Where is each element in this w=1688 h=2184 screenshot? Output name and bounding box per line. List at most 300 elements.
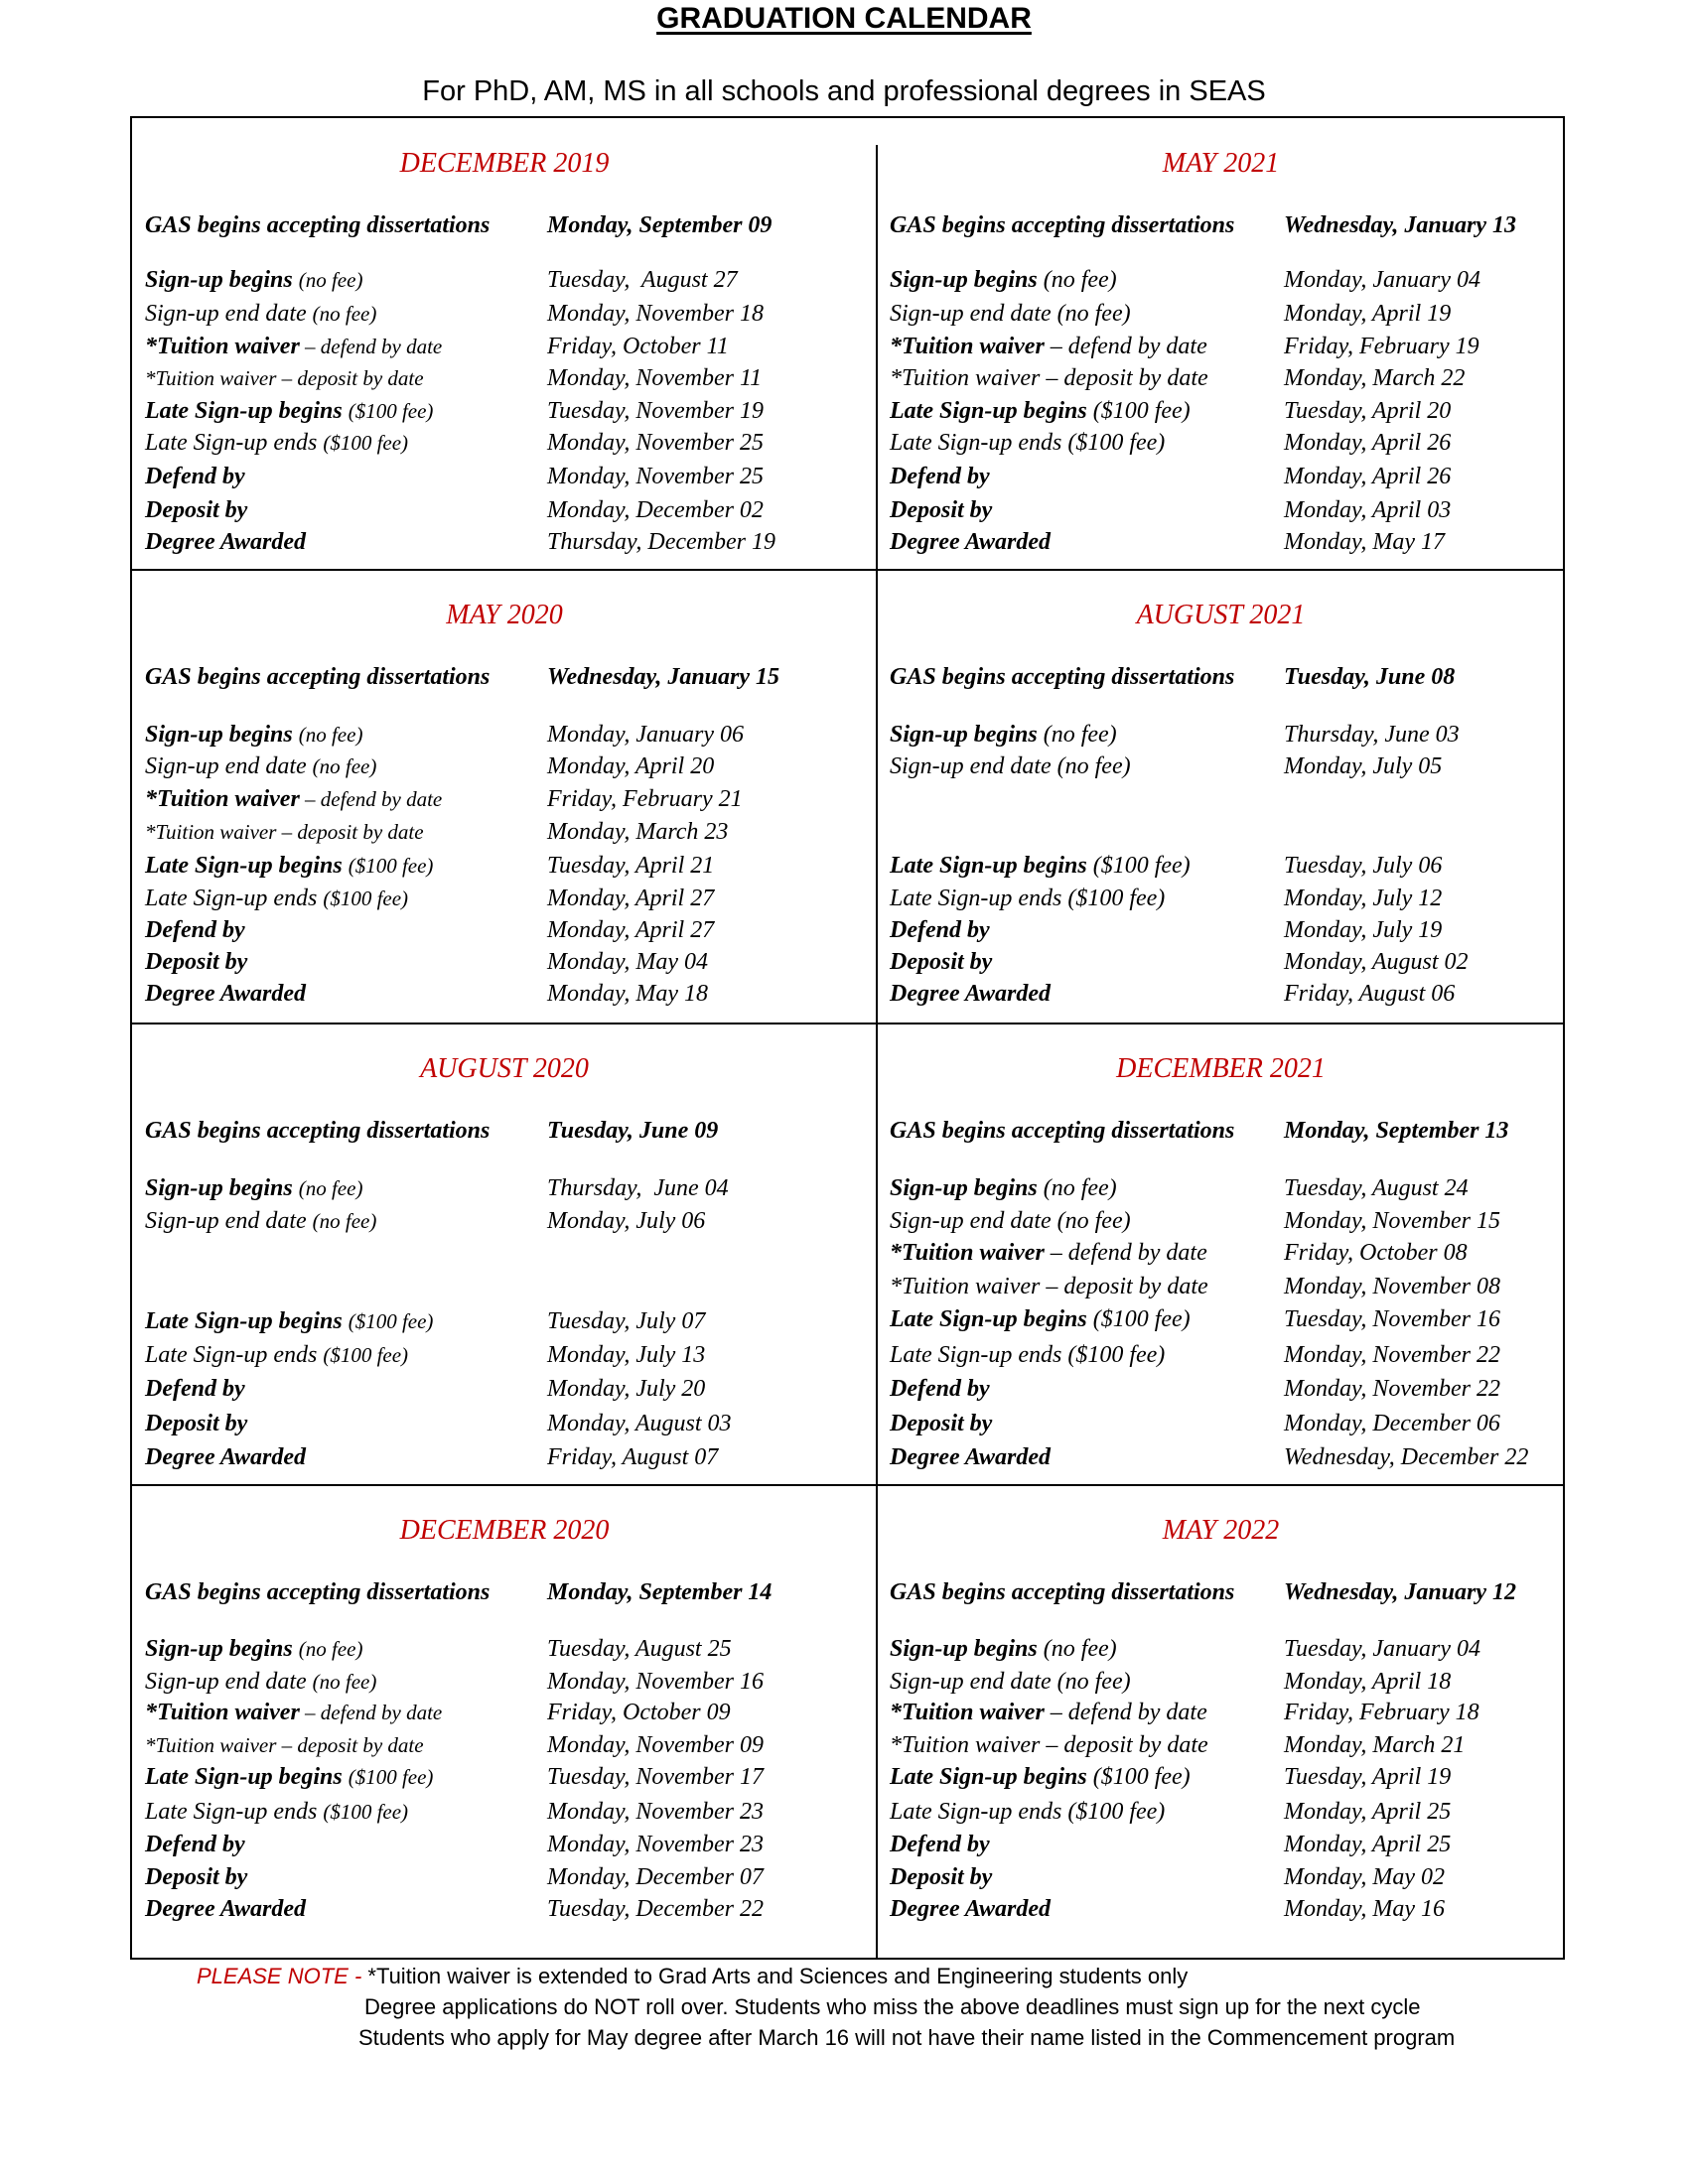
note-line-2: Degree applications do NOT roll over. Students who miss the above deadlines must sign up for the next cycle <box>364 1994 1421 2019</box>
label-strong: Defend by <box>145 1832 245 1857</box>
deadline-row <box>877 1376 1565 1406</box>
please-note-label: PLEASE NOTE - <box>197 1964 368 1988</box>
deadline-row <box>132 334 877 363</box>
label-fee: ($100 fee) <box>1067 886 1166 911</box>
deadline-label <box>145 1411 247 1437</box>
label-fee: ($100 fee) <box>348 1309 434 1333</box>
label-strong: *Tuition waiver <box>890 1240 1045 1266</box>
calendar-panel <box>877 1024 1565 1475</box>
deadline-date: Monday, July 06 <box>547 1208 706 1234</box>
deadline-label <box>890 1700 1207 1726</box>
deadline-label <box>890 334 1207 360</box>
deadline-row <box>132 1799 877 1829</box>
gas-label: GAS begins accepting dissertations <box>890 664 1235 690</box>
gas-date: Wednesday, January 15 <box>547 664 779 690</box>
page-subtitle: For PhD, AM, MS in all schools and professional degrees in SEAS <box>422 75 1266 107</box>
label-strong: Degree Awarded <box>890 529 1051 555</box>
deadline-date: Monday, November 22 <box>1284 1376 1500 1402</box>
label-fee: (no fee) <box>298 1637 363 1661</box>
deadline-label <box>145 1376 245 1403</box>
label-fee: ($100 fee) <box>1092 398 1191 424</box>
label-strong: Defend by <box>890 917 990 943</box>
deadline-row <box>877 497 1565 527</box>
label-fee: ($100 fee) <box>1092 853 1191 879</box>
deadline-row <box>132 1896 877 1926</box>
deadline-label: Sign-up end date (no fee) <box>890 1669 1131 1695</box>
note-text-1: *Tuition waiver is extended to Grad Arts and Sciences and Engineering students only <box>367 1964 1189 1988</box>
deadline-label: Late Sign-up ends ($100 fee) <box>890 886 1166 911</box>
label-strong: Deposit by <box>145 949 248 975</box>
label-strong: Deposit by <box>890 497 993 523</box>
label-strong: Sign-up begins <box>145 267 293 293</box>
label-rest: *Tuition waiver – deposit by date <box>145 366 424 390</box>
gas-date: Monday, September 09 <box>547 212 773 238</box>
label-rest: – defend by date <box>299 787 443 811</box>
label-fee: (no fee) <box>1056 753 1131 779</box>
deadline-label <box>890 1411 992 1437</box>
deadline-row <box>877 365 1565 395</box>
calendar-grid <box>130 116 1565 1960</box>
label-fee: ($100 fee) <box>348 1765 434 1789</box>
deadline-row <box>132 430 877 460</box>
deadline-date: Monday, December 02 <box>547 497 764 523</box>
deadline-row <box>877 917 1565 947</box>
panel-title: DECEMBER 2020 <box>399 1515 610 1546</box>
deadline-row <box>877 1411 1565 1440</box>
deadline-label <box>890 398 1191 425</box>
deadline-label: Sign-up end date (no fee) <box>145 1669 377 1695</box>
deadline-row <box>877 1240 1565 1270</box>
deadline-row <box>132 981 877 1011</box>
footer-notes <box>0 1961 1688 2053</box>
calendar-panel <box>132 118 877 570</box>
deadline-label <box>890 365 1208 392</box>
label-strong: Sign-up begins <box>145 1175 293 1201</box>
deadline-date: Monday, November 25 <box>547 464 764 489</box>
deadline-date: Monday, November 16 <box>547 1669 764 1695</box>
label-fee: ($100 fee) <box>348 399 434 423</box>
label-strong: Degree Awarded <box>145 1896 306 1922</box>
gas-date: Tuesday, June 09 <box>547 1118 719 1144</box>
deadline-row <box>132 1764 877 1794</box>
deadline-row <box>132 1342 877 1372</box>
deadline-date: Monday, March 22 <box>1284 365 1466 391</box>
deadline-row <box>877 301 1565 331</box>
label-rest: – defend by date <box>299 1701 443 1724</box>
deadline-date: Monday, December 07 <box>547 1864 764 1890</box>
deadline-label <box>890 949 992 976</box>
deadline-row <box>877 464 1565 493</box>
deadline-row <box>877 753 1565 783</box>
deadline-row <box>877 1342 1565 1372</box>
deadline-date: Friday, October 08 <box>1284 1240 1468 1266</box>
deadline-row <box>877 1864 1565 1894</box>
deadline-label <box>890 1175 1117 1202</box>
deadline-label: Late Sign-up ends ($100 fee) <box>890 430 1166 456</box>
deadline-label <box>890 1376 990 1403</box>
label-strong: Sign-up begins <box>890 722 1038 748</box>
label-fee: (no fee) <box>1056 1208 1131 1234</box>
deadline-date: Monday, July 20 <box>547 1376 706 1402</box>
deadline-row <box>132 497 877 527</box>
deadline-row <box>877 267 1565 297</box>
deadline-date: Friday, August 07 <box>547 1444 719 1470</box>
deadline-row <box>132 1669 877 1699</box>
deadline-date: Friday, October 09 <box>547 1700 731 1725</box>
deadline-date: Friday, February 21 <box>547 786 743 812</box>
deadline-row <box>132 886 877 915</box>
deadline-date: Monday, January 04 <box>1284 267 1480 293</box>
label-fee: (no fee) <box>1043 267 1117 293</box>
label-strong: Degree Awarded <box>890 1896 1051 1922</box>
deadline-row <box>132 1175 877 1205</box>
deadline-label <box>145 529 306 556</box>
deadline-label <box>890 1444 1051 1471</box>
panel-title: AUGUST 2020 <box>420 1053 589 1084</box>
label-fee: (no fee) <box>298 723 363 747</box>
deadline-date: Tuesday, July 06 <box>1284 853 1443 879</box>
label-rest: – defend by date <box>1044 1700 1207 1725</box>
deadline-label: Late Sign-up ends ($100 fee) <box>145 430 409 456</box>
deadline-row <box>132 1732 877 1762</box>
deadline-date: Friday, October 11 <box>547 334 729 359</box>
label-strong: Late Sign-up begins <box>890 398 1087 424</box>
page-title: GRADUATION CALENDAR <box>656 2 1032 35</box>
deadline-date: Monday, November 09 <box>547 1732 764 1758</box>
label-strong: Late Sign-up begins <box>145 1308 343 1334</box>
deadline-date: Monday, November 15 <box>1284 1208 1500 1234</box>
deadline-date: Monday, May 16 <box>1284 1896 1445 1922</box>
label-strong: Deposit by <box>890 949 993 975</box>
label-strong: *Tuition waiver <box>145 1700 300 1725</box>
deadline-row <box>877 1669 1565 1699</box>
gas-date: Monday, September 14 <box>547 1579 773 1605</box>
label-rest: – defend by date <box>1044 1240 1207 1266</box>
gas-date: Monday, September 13 <box>1284 1118 1509 1144</box>
deadline-date: Tuesday, November 16 <box>1284 1306 1500 1332</box>
deadline-date: Tuesday, November 19 <box>547 398 764 424</box>
label-rest: – defend by date <box>1044 334 1207 359</box>
deadline-row <box>877 1799 1565 1829</box>
gas-label: GAS begins accepting dissertations <box>145 1579 491 1605</box>
deadline-row <box>877 1444 1565 1474</box>
panel-title: DECEMBER 2019 <box>399 148 610 179</box>
deadline-date: Monday, July 19 <box>1284 917 1443 943</box>
deadline-label <box>145 853 433 880</box>
label-rest: *Tuition waiver – deposit by date <box>145 1733 424 1757</box>
deadline-label <box>890 529 1051 556</box>
deadline-label: Late Sign-up ends ($100 fee) <box>890 1342 1166 1368</box>
deadline-date: Monday, November 11 <box>547 365 763 391</box>
deadline-date: Monday, November 23 <box>547 1799 764 1825</box>
panel-title: MAY 2020 <box>446 600 563 630</box>
deadline-date: Monday, August 02 <box>1284 949 1469 975</box>
label-fee: (no fee) <box>1043 1175 1117 1201</box>
deadline-date: Wednesday, December 22 <box>1284 1444 1529 1470</box>
deadline-label <box>145 1764 433 1791</box>
deadline-label: Late Sign-up ends ($100 fee) <box>145 1799 409 1825</box>
label-strong: Deposit by <box>890 1411 993 1436</box>
deadline-label <box>890 1896 1051 1923</box>
deadline-label <box>890 1306 1191 1333</box>
deadline-row <box>877 1274 1565 1303</box>
label-fee: ($100 fee) <box>1067 1342 1166 1368</box>
deadline-date: Thursday, June 04 <box>547 1175 729 1201</box>
label-fee: ($100 fee) <box>1092 1306 1191 1332</box>
label-fee: ($100 fee) <box>1092 1764 1191 1790</box>
label-fee: (no fee) <box>1043 722 1117 748</box>
deadline-label <box>145 267 362 294</box>
deadline-date: Monday, December 06 <box>1284 1411 1500 1436</box>
label-rest: *Tuition waiver – deposit by date <box>890 1732 1208 1758</box>
deadline-label: Sign-up end date (no fee) <box>890 301 1131 327</box>
gas-date: Wednesday, January 12 <box>1284 1579 1516 1605</box>
deadline-label <box>890 1764 1191 1791</box>
label-fee: ($100 fee) <box>1067 1799 1166 1825</box>
gas-label: GAS begins accepting dissertations <box>145 664 491 690</box>
deadline-label <box>145 1732 424 1759</box>
deadline-label: Late Sign-up ends ($100 fee) <box>145 886 409 911</box>
gas-date: Wednesday, January 13 <box>1284 212 1516 238</box>
deadline-row <box>877 398 1565 428</box>
deadline-label <box>145 1700 442 1726</box>
label-fee: ($100 fee) <box>1067 430 1166 456</box>
deadline-row <box>132 1700 877 1729</box>
deadline-date: Tuesday, January 04 <box>1284 1636 1480 1662</box>
label-strong: Sign-up begins <box>145 1636 293 1662</box>
panel-title: MAY 2021 <box>1162 148 1280 179</box>
deadline-date: Tuesday, November 17 <box>547 1764 764 1790</box>
deadline-label <box>145 981 306 1008</box>
deadline-date: Monday, April 26 <box>1284 464 1452 489</box>
deadline-row <box>132 1376 877 1406</box>
deadline-date: Monday, April 25 <box>1284 1832 1452 1857</box>
deadline-label <box>145 819 424 846</box>
gas-label: GAS begins accepting dissertations <box>145 212 491 238</box>
deadline-label <box>890 1732 1208 1759</box>
deadline-label <box>145 365 424 392</box>
calendar-panel <box>877 1485 1565 1937</box>
deadline-label <box>890 853 1191 880</box>
deadline-label <box>145 334 442 360</box>
label-fee: (no fee) <box>298 268 363 292</box>
label-strong: *Tuition waiver <box>890 334 1045 359</box>
label-strong: Sign-up begins <box>890 267 1038 293</box>
label-strong: Deposit by <box>145 497 248 523</box>
deadline-date: Monday, April 27 <box>547 886 715 911</box>
deadline-date: Monday, November 22 <box>1284 1342 1500 1368</box>
deadline-row <box>877 1208 1565 1238</box>
deadline-row <box>132 464 877 493</box>
calendar-panel <box>877 118 1565 570</box>
deadline-row <box>877 1175 1565 1205</box>
deadline-date: Monday, March 23 <box>547 819 729 845</box>
label-strong: *Tuition waiver <box>890 1700 1045 1725</box>
deadline-label <box>145 786 442 813</box>
deadline-date: Monday, May 18 <box>547 981 708 1007</box>
deadline-row <box>132 398 877 428</box>
deadline-date: Friday, February 18 <box>1284 1700 1479 1725</box>
label-strong: Deposit by <box>145 1411 248 1436</box>
deadline-row <box>877 430 1565 460</box>
label-strong: *Tuition waiver <box>145 786 300 812</box>
calendar-panel <box>877 570 1565 1022</box>
deadline-label <box>145 949 247 976</box>
label-rest: *Tuition waiver – deposit by date <box>890 1274 1208 1299</box>
gas-date: Tuesday, June 08 <box>1284 664 1456 690</box>
deadline-date: Thursday, December 19 <box>547 529 775 555</box>
deadline-label <box>145 1832 245 1858</box>
deadline-date: Monday, August 03 <box>547 1411 732 1436</box>
label-fee: (no fee) <box>1056 301 1131 327</box>
label-fee: (no fee) <box>312 754 377 778</box>
deadline-label <box>890 981 1051 1008</box>
deadline-date: Monday, April 20 <box>547 753 715 779</box>
label-strong: Defend by <box>145 917 245 943</box>
label-strong: Degree Awarded <box>890 981 1051 1007</box>
deadline-row <box>877 1764 1565 1794</box>
deadline-row <box>877 1732 1565 1762</box>
deadline-row <box>132 819 877 849</box>
deadline-date: Monday, April 03 <box>1284 497 1452 523</box>
deadline-label: Sign-up end date (no fee) <box>890 1208 1131 1234</box>
label-strong: Late Sign-up begins <box>890 1764 1087 1790</box>
label-fee: (no fee) <box>1056 1669 1131 1695</box>
label-strong: Defend by <box>890 1376 990 1402</box>
deadline-date: Thursday, June 03 <box>1284 722 1460 748</box>
deadline-date: Friday, February 19 <box>1284 334 1479 359</box>
deadline-date: Monday, November 18 <box>547 301 764 327</box>
deadline-row <box>132 1444 877 1474</box>
deadline-label <box>890 1636 1117 1663</box>
deadline-row <box>877 529 1565 559</box>
label-strong: Sign-up begins <box>145 722 293 748</box>
deadline-label <box>890 464 990 490</box>
deadline-row <box>877 1306 1565 1336</box>
label-strong: Defend by <box>890 1832 990 1857</box>
label-strong: Degree Awarded <box>145 1444 306 1470</box>
deadline-date: Friday, August 06 <box>1284 981 1456 1007</box>
deadline-date: Monday, March 21 <box>1284 1732 1466 1758</box>
deadline-date: Tuesday, April 19 <box>1284 1764 1452 1790</box>
deadline-row <box>132 1308 877 1338</box>
deadline-label <box>890 497 992 524</box>
deadline-label <box>145 1864 247 1891</box>
label-strong: Late Sign-up begins <box>890 853 1087 879</box>
gas-label: GAS begins accepting dissertations <box>145 1118 491 1144</box>
label-strong: Defend by <box>890 464 990 489</box>
deadline-label <box>145 1636 362 1663</box>
deadline-label <box>145 464 245 490</box>
deadline-row <box>132 529 877 559</box>
label-strong: Deposit by <box>145 1864 248 1890</box>
panel-title: MAY 2022 <box>1162 1515 1280 1546</box>
deadline-label: Sign-up end date (no fee) <box>145 301 377 327</box>
label-fee: ($100 fee) <box>323 1800 409 1824</box>
panel-title: AUGUST 2021 <box>1136 600 1306 630</box>
label-fee: ($100 fee) <box>323 431 409 455</box>
label-strong: Degree Awarded <box>145 529 306 555</box>
label-fee: ($100 fee) <box>323 1343 409 1367</box>
deadline-row <box>877 981 1565 1011</box>
label-rest: *Tuition waiver – deposit by date <box>145 820 424 844</box>
deadline-row <box>877 1896 1565 1926</box>
label-fee: (no fee) <box>298 1176 363 1200</box>
deadline-label <box>145 497 247 524</box>
deadline-date: Tuesday, August 24 <box>1284 1175 1469 1201</box>
deadline-row <box>132 267 877 297</box>
deadline-date: Tuesday, July 07 <box>547 1308 706 1334</box>
deadline-row <box>877 886 1565 915</box>
deadline-row <box>877 722 1565 751</box>
deadline-label <box>145 722 362 749</box>
deadline-date: Tuesday, April 20 <box>1284 398 1452 424</box>
label-fee: (no fee) <box>1043 1636 1117 1662</box>
panel-title: DECEMBER 2021 <box>1116 1053 1326 1084</box>
deadline-date: Monday, April 27 <box>547 917 715 943</box>
deadline-row <box>132 786 877 816</box>
deadline-row <box>132 917 877 947</box>
label-fee: ($100 fee) <box>323 887 409 910</box>
note-line-3: Students who apply for May degree after March 16 will not have their name listed in the Commencement program <box>358 2025 1456 2050</box>
label-rest: – defend by date <box>299 335 443 358</box>
label-fee: (no fee) <box>312 302 377 326</box>
deadline-row <box>132 365 877 395</box>
deadline-label <box>145 1175 362 1202</box>
deadline-label: Late Sign-up ends ($100 fee) <box>890 1799 1166 1825</box>
deadline-label <box>890 1864 992 1891</box>
deadline-row <box>877 1700 1565 1729</box>
label-fee: (no fee) <box>312 1209 377 1233</box>
deadline-date: Monday, November 08 <box>1284 1274 1500 1299</box>
deadline-row <box>132 1832 877 1861</box>
deadline-label <box>890 1274 1208 1300</box>
calendar-panel <box>132 570 877 1022</box>
calendar-panel <box>132 1485 877 1937</box>
deadline-row <box>132 1411 877 1440</box>
deadline-date: Monday, January 06 <box>547 722 744 748</box>
deadline-row <box>877 1832 1565 1861</box>
label-strong: Late Sign-up begins <box>890 1306 1087 1332</box>
deadline-date: Tuesday, December 22 <box>547 1896 764 1922</box>
deadline-label <box>145 1444 306 1471</box>
deadline-row <box>877 334 1565 363</box>
deadline-row <box>132 949 877 979</box>
deadline-label <box>145 1896 306 1923</box>
label-strong: Late Sign-up begins <box>145 853 343 879</box>
deadline-date: Tuesday, April 21 <box>547 853 715 879</box>
deadline-date: Monday, July 13 <box>547 1342 706 1368</box>
deadline-label: Sign-up end date (no fee) <box>145 753 377 779</box>
deadline-label <box>145 1308 433 1335</box>
deadline-date: Monday, May 17 <box>1284 529 1445 555</box>
deadline-row <box>132 1864 877 1894</box>
deadline-row <box>877 1636 1565 1666</box>
deadline-label <box>145 398 433 425</box>
note-line-1 <box>0 1961 1688 1991</box>
label-strong: Degree Awarded <box>145 981 306 1007</box>
deadline-date: Monday, April 26 <box>1284 430 1452 456</box>
deadline-date: Monday, April 25 <box>1284 1799 1452 1825</box>
label-strong: Defend by <box>145 464 245 489</box>
label-strong: Late Sign-up begins <box>145 1764 343 1790</box>
deadline-label <box>890 1832 990 1858</box>
deadline-label <box>890 1240 1207 1267</box>
deadline-row <box>877 853 1565 883</box>
label-rest: *Tuition waiver – deposit by date <box>890 365 1208 391</box>
deadline-row <box>877 949 1565 979</box>
label-strong: *Tuition waiver <box>145 334 300 359</box>
